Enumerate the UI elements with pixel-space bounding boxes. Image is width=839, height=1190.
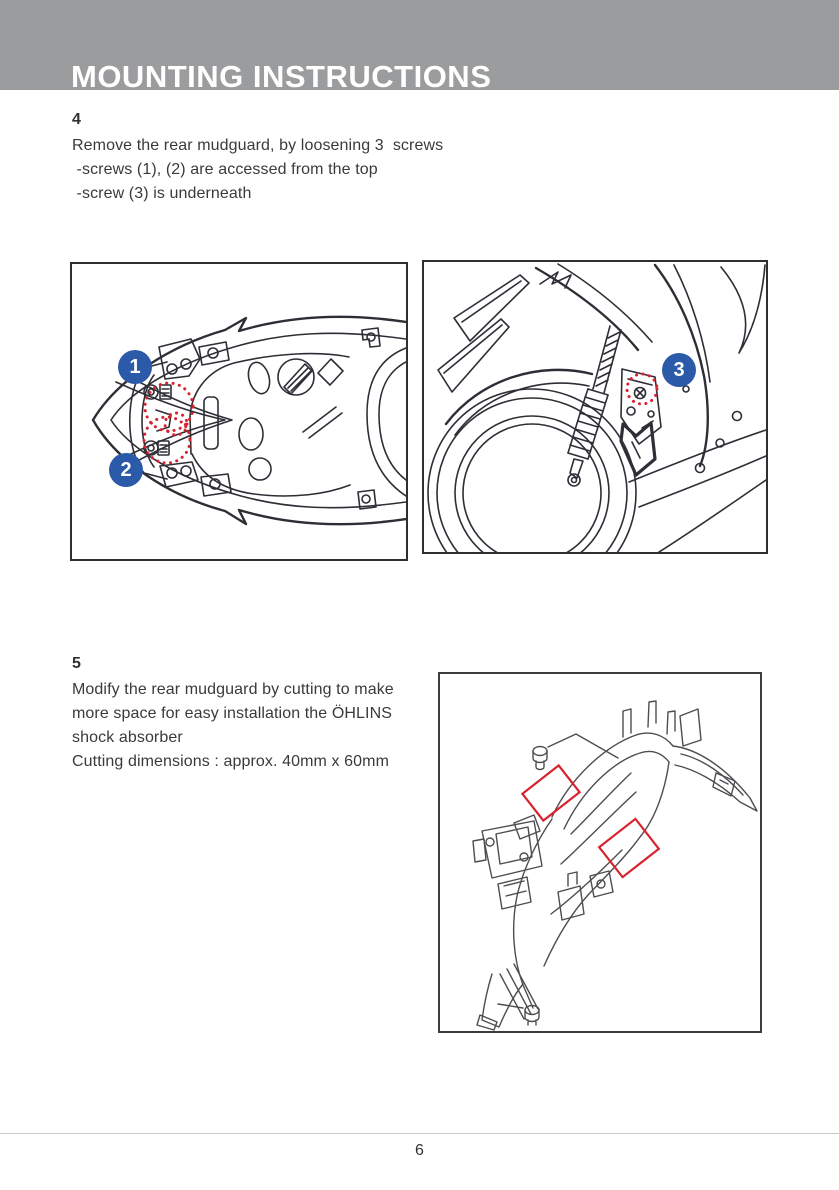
side-view-line-art xyxy=(424,262,766,552)
step-4-number: 4 xyxy=(72,111,81,128)
step-5-line-3: shock absorber xyxy=(72,729,183,746)
top-view-line-art xyxy=(72,264,406,559)
mudguard-line-art xyxy=(440,674,760,1031)
step-4-line-1: Remove the rear mudguard, by loosening 3 screws xyxy=(72,137,444,154)
step-5-number: 5 xyxy=(72,655,81,672)
step-5-line-1: Modify the rear mudguard by cutting to make xyxy=(72,681,394,698)
step-5-line-2: more space for easy installation the ÖHLINS xyxy=(72,705,393,722)
figure-top-view xyxy=(70,262,408,561)
step-4-line-2: -screws (1), (2) are accessed from the top xyxy=(72,161,378,178)
callout-3: 3 xyxy=(662,353,696,387)
step-5-section xyxy=(72,655,394,774)
page-number: 6 xyxy=(415,1142,424,1159)
figure-side-view xyxy=(422,260,768,554)
figure-mudguard xyxy=(438,672,762,1033)
header-bar xyxy=(0,0,839,94)
callout-2: 2 xyxy=(109,453,143,487)
callout-1: 1 xyxy=(118,350,152,384)
page-title: MOUNTING INSTRUCTIONS xyxy=(71,59,492,94)
step-5-line-4: Cutting dimensions : approx. 40mm x 60mm xyxy=(72,753,390,770)
footer-divider xyxy=(0,1133,839,1134)
step-4-section xyxy=(72,111,443,206)
step-4-line-3: -screw (3) is underneath xyxy=(72,185,252,202)
